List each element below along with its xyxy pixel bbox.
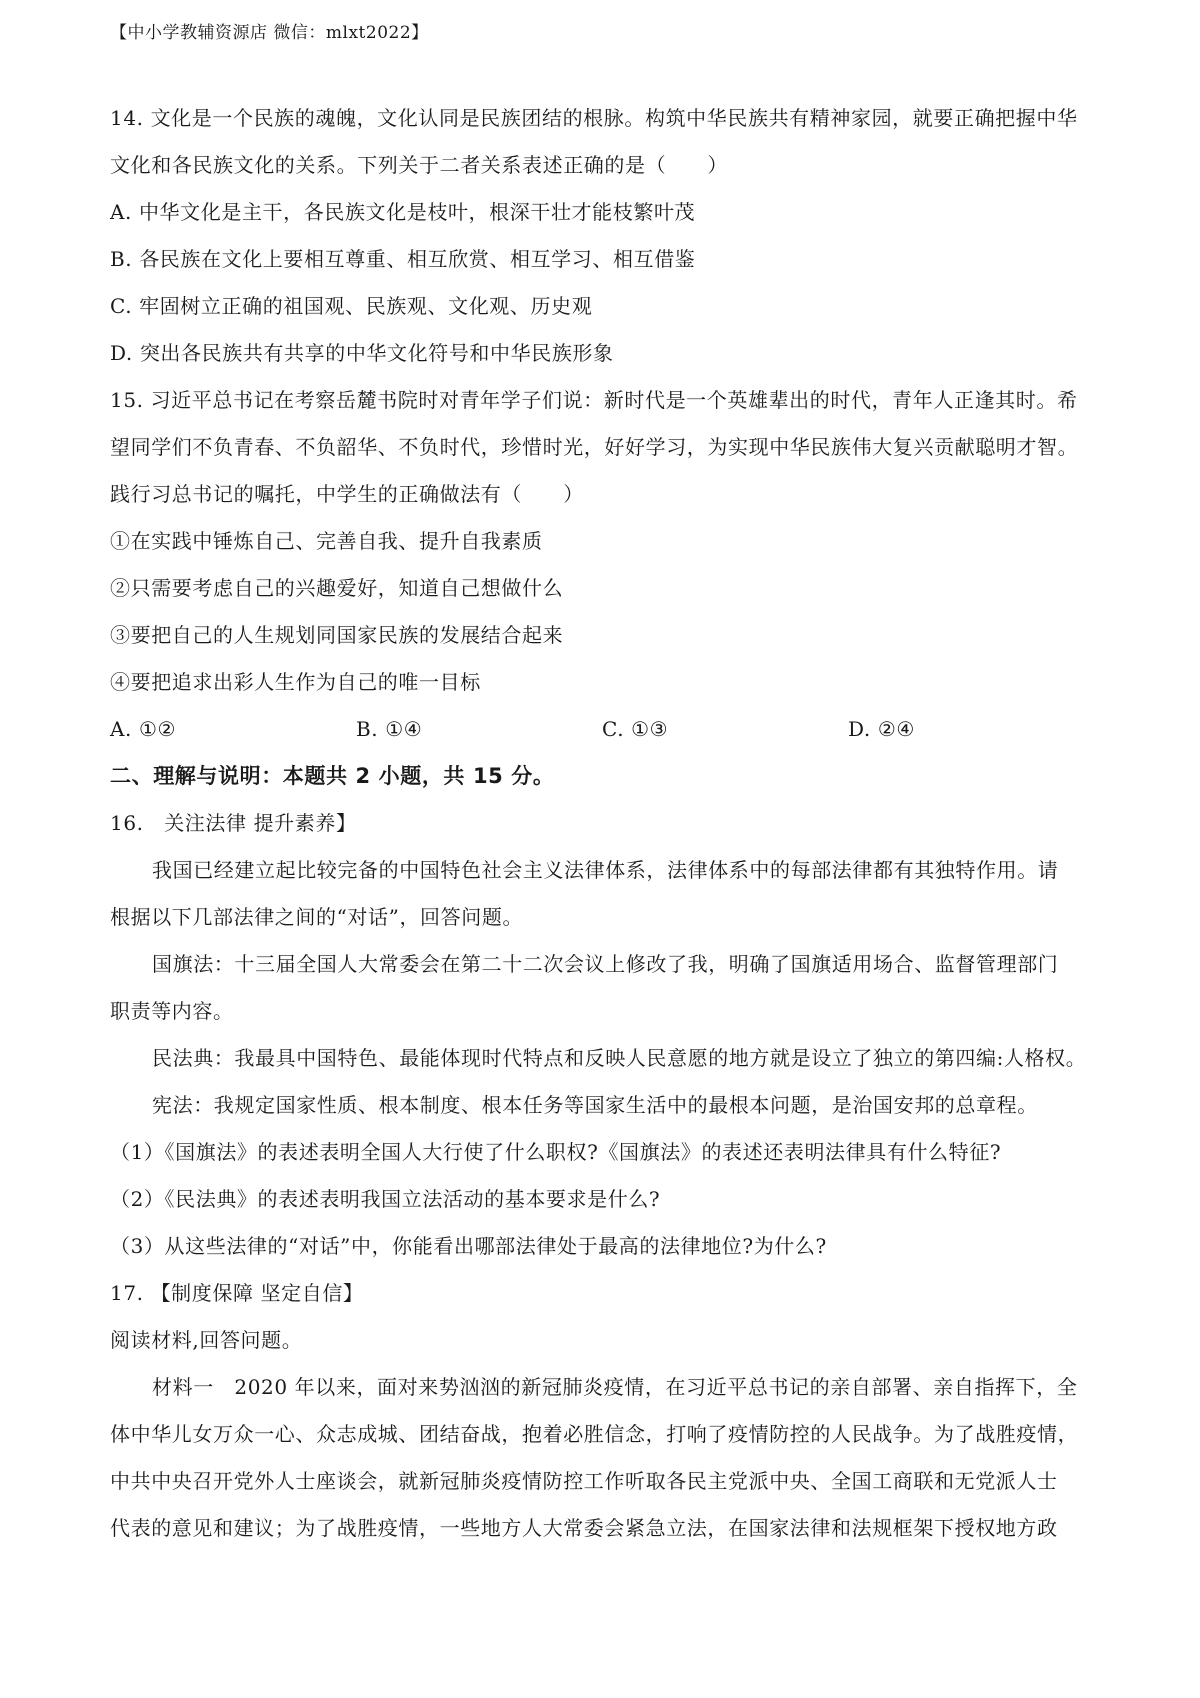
q14-stem-line1: 14. 文化是一个民族的魂魄，文化认同是民族团结的根脉。构筑中华民族共有精神家园，就要正确把握中华	[110, 106, 1078, 130]
q16-intro-line1: 我国已经建立起比较完备的中国特色社会主义法律体系，法律体系中的每部法律都有其独特作用。请	[152, 858, 1059, 882]
q16-question-2: （2）《民法典》的表述表明我国立法活动的基本要求是什么?	[110, 1187, 661, 1211]
q16-civil-code: 民法典：我最具中国特色、最能体现时代特点和反映人民意愿的地方就是设立了独立的第四编:人格权。	[152, 1046, 1087, 1070]
q15-choices	[110, 706, 1100, 753]
q17-title: 17. 【制度保障 坚定自信】	[110, 1281, 364, 1305]
q17-material-line1: 材料一 2020 年以来，面对来势汹汹的新冠肺炎疫情，在习近平总书记的亲自部署、亲自指挥下，全	[152, 1375, 1078, 1399]
q17-intro: 阅读材料,回答问题。	[110, 1328, 303, 1352]
q16-question-3: （3）从这些法律的“对话”中，你能看出哪部法律处于最高的法律地位?为什么?	[110, 1234, 827, 1258]
q15-choice-d: D. ②④	[848, 717, 915, 741]
q16-flag-law-line1: 国旗法：十三届全国人大常委会在第二十二次会议上修改了我，明确了国旗适用场合、监督管理部门	[152, 952, 1059, 976]
q17-material-line4: 代表的意见和建议；为了战胜疫情，一些地方人大常委会紧急立法，在国家法律和法规框架下授权地方政	[110, 1516, 1058, 1540]
q15-choice-c: C. ①③	[602, 717, 669, 741]
page-content	[110, 95, 1100, 1552]
q14-option-c: C. 牢固树立正确的祖国观、民族观、文化观、历史观	[110, 294, 593, 318]
q16-intro-line2: 根据以下几部法律之间的“对话”，回答问题。	[110, 905, 524, 929]
q15-item-2: ②只需要考虑自己的兴趣爱好，知道自己想做什么	[110, 576, 564, 600]
q16-question-1: （1）《国旗法》的表述表明全国人大行使了什么职权?《国旗法》的表述还表明法律具有什么特征?	[110, 1140, 1002, 1164]
header-note: 【中小学教辅资源店 微信：mlxt2022】	[110, 23, 429, 43]
q15-item-3: ③要把自己的人生规划同国家民族的发展结合起来	[110, 623, 564, 647]
q17-material-line3: 中共中央召开党外人士座谈会，就新冠肺炎疫情防控工作听取各民主党派中央、全国工商联和无党派人士	[110, 1469, 1058, 1493]
q15-stem-line1: 15. 习近平总书记在考察岳麓书院时对青年学子们说：新时代是一个英雄辈出的时代，青年人正逢其时。希	[110, 388, 1078, 412]
q15-item-1: ①在实践中锤炼自己、完善自我、提升自我素质	[110, 529, 543, 553]
q16-flag-law-line2: 职责等内容。	[110, 999, 234, 1023]
q14-stem-line2: 文化和各民族文化的关系。下列关于二者关系表述正确的是（ ）	[110, 153, 728, 177]
q14-option-b: B. 各民族在文化上要相互尊重、相互欣赏、相互学习、相互借鉴	[110, 247, 696, 271]
q14-option-d: D. 突出各民族共有共享的中华文化符号和中华民族形象	[110, 341, 614, 365]
q17-material-line2: 体中华儿女万众一心、众志成城、团结奋战，抱着必胜信念，打响了疫情防控的人民战争。为了战胜疫情，	[110, 1422, 1079, 1446]
q15-choice-b: B. ①④	[356, 717, 423, 741]
section-2-heading: 二、理解与说明：本题共 2 小题，共 15 分。	[110, 764, 555, 788]
q15-stem-line2: 望同学们不负青春、不负韶华、不负时代，珍惜时光，好好学习，为实现中华民族伟大复兴贡献聪明才智。	[110, 435, 1079, 459]
q15-item-4: ④要把追求出彩人生作为自己的唯一目标	[110, 670, 481, 694]
q16-title: 16. 关注法律 提升素养】	[110, 811, 357, 835]
q16-constitution: 宪法：我规定国家性质、根本制度、根本任务等国家生活中的最根本问题，是治国安邦的总章程。	[152, 1093, 1038, 1117]
q15-choice-a: A. ①②	[110, 717, 177, 741]
q14-option-a: A. 中华文化是主干，各民族文化是枝叶，根深干壮才能枝繁叶茂	[110, 200, 696, 224]
q15-stem-line3: 践行习总书记的嘱托，中学生的正确做法有（ ）	[110, 482, 584, 506]
